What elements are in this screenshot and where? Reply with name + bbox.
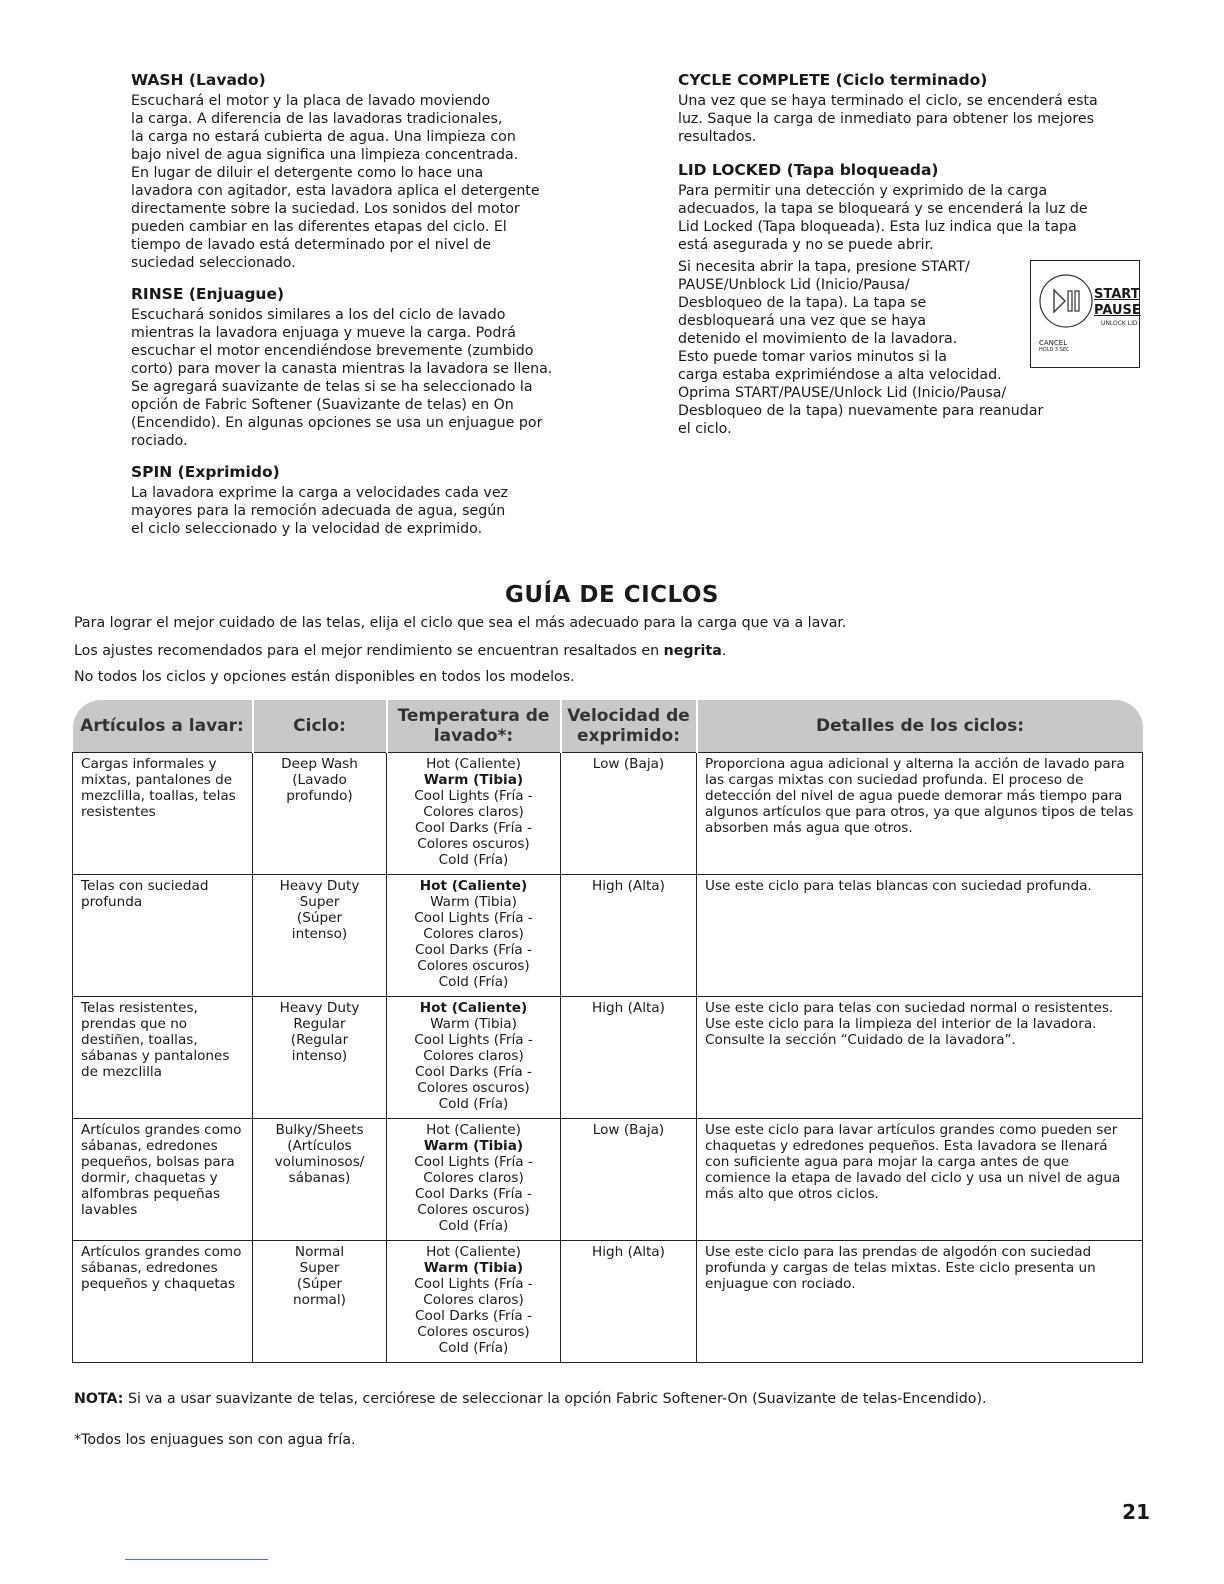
temperature-option: Colores claros) (423, 804, 524, 820)
spin-title: SPIN (Exprimido) (131, 463, 280, 481)
cell-details: Proporciona agua adicional y alterna la acción de lavado para las cargas mixtas con suciedad profunda. El proceso de detección del nivel de agua puede demorar más tiempo para algunos artículos que para otros, ya que algunos tipos de telas absorben más agua que otros. (697, 753, 1143, 875)
cell-temperature (387, 997, 561, 1119)
footnote: *Todos los enjuagues son con agua fría. (74, 1432, 356, 1448)
cell-spin-speed: High (Alta) (561, 875, 697, 997)
spin-body: La lavadora exprime la carga a velocidades cada vez mayores para la remoción adecuada de agua, según el ciclo seleccionado y la velocidad de exprimido. (131, 485, 509, 537)
cell-items: Cargas informales y mixtas, pantalones de mezclilla, toallas, telas resistentes (73, 753, 253, 875)
cell-temperature (387, 1119, 561, 1241)
temperature-option: Cool Darks (Fría - (415, 1308, 532, 1324)
right-column (678, 70, 1143, 438)
table-body (73, 753, 1143, 1363)
temperature-option: Colores claros) (423, 1292, 524, 1308)
temperature-option: Cold (Fría) (438, 1096, 509, 1112)
temperature-option: Warm (Tibia) (430, 894, 517, 910)
guide-intro-2 (74, 642, 1154, 660)
guide-intro-2-bold: negrita (663, 643, 722, 659)
temperature-option: Warm (Tibia) (423, 1260, 524, 1276)
nota (74, 1390, 1154, 1408)
rinse-title: RINSE (Enjuague) (131, 285, 285, 303)
rinse-body: Escuchará sonidos similares a los del ciclo de lavado mientras la lavadora enjuaga y mueve la carga. Podrá escuchar el motor encendiéndose brevemente (zumbido corto) para mover la canasta mientras la lavadora se llena. Se agregará suavizante de telas si se ha seleccionado la opción de Fabric Softener (Suavizante de telas) en On (Encendido). En algunas opciones se usa un enjuague por rociado. (131, 307, 553, 449)
temperature-option: Cool Lights (Fría - (414, 788, 533, 804)
temperature-option: Colores oscuros) (417, 1324, 530, 1340)
table-row (73, 1119, 1143, 1241)
header-detalles: Detalles de los ciclos: (697, 700, 1143, 753)
cell-spin-speed: Low (Baja) (561, 1119, 697, 1241)
temperature-option: Hot (Caliente) (426, 1122, 521, 1138)
header-articulos: Artículos a lavar: (73, 700, 253, 753)
header-temperatura: Temperatura de lavado*: (387, 700, 561, 753)
cell-items: Artículos grandes como sábanas, edredones pequeños y chaquetas (73, 1241, 253, 1363)
table-row (73, 1241, 1143, 1363)
cell-temperature (387, 875, 561, 997)
temperature-option: Warm (Tibia) (423, 1138, 524, 1154)
temperature-option: Cool Darks (Fría - (415, 1064, 532, 1080)
temperature-option: Colores claros) (423, 1048, 524, 1064)
unlock-lid-label: UNLOCK LID (1101, 320, 1138, 327)
lid-locked-body: Para permitir una detección y exprimido de la carga adecuados, la tapa se bloqueará y se encenderá la luz de Lid Locked (Tapa bloqueada). Esta luz indica que la tapa está asegurada y no se puede abrir. (678, 183, 1088, 253)
header-ciclo: Ciclo: (253, 700, 387, 753)
pause-label: PAUSE (1094, 303, 1141, 318)
cell-spin-speed: High (Alta) (561, 997, 697, 1119)
temperature-option: Colores claros) (423, 926, 524, 942)
temperature-option: Hot (Caliente) (426, 756, 521, 772)
lid-locked-title: LID LOCKED (Tapa bloqueada) (678, 161, 939, 179)
temperature-option: Hot (Caliente) (419, 878, 528, 894)
temperature-option: Cold (Fría) (438, 1218, 509, 1234)
lid-locked-unlock-section (678, 258, 1143, 438)
page-number: 21 (1122, 1500, 1150, 1524)
lid-locked-body-2: Si necesita abrir la tapa, presione START/ PAUSE/Unblock Lid (Inicio/Pausa/ Desbloqueo de la tapa). La tapa se desbloqueará una vez que se haya detenido el movimiento de la lavadora. Esto puede tomar varios minutos si la carga estaba exprimiéndose a alta velocidad. Oprima START/PAUSE/Unlock Lid (Inicio/Pausa/ Desbloqueo de la tapa) nuevamente para reanudar el ciclo. (678, 259, 1044, 437)
temperature-option: Cold (Fría) (438, 974, 509, 990)
temperature-option: Colores oscuros) (417, 836, 530, 852)
guide-intro-3: No todos los ciclos y opciones están disponibles en todos los modelos. (74, 669, 575, 685)
cell-details: Use este ciclo para telas con suciedad normal o resistentes. Use este ciclo para la limpieza del interior de la lavadora. Consulte la sección “Cuidado de la lavadora”. (697, 997, 1143, 1119)
temperature-option: Hot (Caliente) (419, 1000, 528, 1016)
temperature-option: Hot (Caliente) (426, 1244, 521, 1260)
cell-items: Artículos grandes como sábanas, edredones pequeños, bolsas para dormir, chaquetas y alfombras pequeñas lavables (73, 1119, 253, 1241)
temperature-option: Cold (Fría) (438, 852, 509, 868)
cycle-complete-title: CYCLE COMPLETE (Ciclo terminado) (678, 71, 988, 89)
hold-label: HOLD 3 SEC (1039, 347, 1070, 353)
cell-items: Telas con suciedad profunda (73, 875, 253, 997)
temperature-option: Cool Lights (Fría - (414, 1276, 533, 1292)
temperature-option: Warm (Tibia) (430, 1016, 517, 1032)
cell-temperature (387, 753, 561, 875)
guide-title: GUÍA DE CICLOS (505, 582, 719, 608)
cell-details: Use este ciclo para las prendas de algodón con suciedad profunda y cargas de telas mixtas. Este ciclo presenta un enjuague con rociado. (697, 1241, 1143, 1363)
temperature-option: Cool Darks (Fría - (415, 1186, 532, 1202)
header-velocidad: Velocidad de exprimido: (561, 700, 697, 753)
temperature-option: Cold (Fría) (438, 1340, 509, 1356)
table-row (73, 753, 1143, 875)
temperature-option: Colores claros) (423, 1170, 524, 1186)
cell-cycle: Deep Wash (Lavado profundo) (253, 753, 387, 875)
cell-spin-speed: High (Alta) (561, 1241, 697, 1363)
table-header-row (73, 700, 1143, 753)
cell-cycle: Normal Super (Súper normal) (253, 1241, 387, 1363)
temperature-option: Colores oscuros) (417, 1080, 530, 1096)
table-row (73, 997, 1143, 1119)
left-column (131, 70, 601, 550)
temperature-option: Colores oscuros) (417, 958, 530, 974)
wash-body: Escuchará el motor y la placa de lavado moviendo la carga. A diferencia de las lavadoras tradicionales, la carga no estará cubierta de agua. Una limpieza con bajo nivel de agua significa una limpieza concentrada. En lugar de diluir el detergente como lo hace una lavadora con agitador, esta lavadora aplica el detergente directamente sobre la suciedad. Los sonidos del motor pueden cambiar en las diferentes etapas del ciclo. El tiempo de lavado está determinado por el nivel de suciedad seleccionado. (131, 93, 540, 271)
nota-text: Si va a usar suavizante de telas, cerciórese de seleccionar la opción Fabric Softener-On (Suavizante de telas-Encendido). (123, 1391, 987, 1407)
footer-rule (125, 1559, 268, 1560)
table-row (73, 875, 1143, 997)
temperature-option: Cool Darks (Fría - (415, 820, 532, 836)
temperature-option: Cool Lights (Fría - (414, 1032, 533, 1048)
cell-details: Use este ciclo para telas blancas con suciedad profunda. (697, 875, 1143, 997)
cell-cycle: Bulky/Sheets (Artículos voluminosos/ sábanas) (253, 1119, 387, 1241)
cycle-complete-body: Una vez que se haya terminado el ciclo, se encenderá esta luz. Saque la carga de inmediato para obtener los mejores resultados. (678, 93, 1098, 145)
temperature-option: Cool Darks (Fría - (415, 942, 532, 958)
cell-items: Telas resistentes, prendas que no destiñen, toallas, sábanas y pantalones de mezclilla (73, 997, 253, 1119)
temperature-option: Warm (Tibia) (423, 772, 524, 788)
start-pause-button-illustration (1030, 260, 1140, 368)
cell-details: Use este ciclo para lavar artículos grandes como pueden ser chaquetas y edredones pequeños. Esta lavadora se llenará con suficiente agua para mojar la carga antes de que comience la etapa de lavado del ciclo y usa un nivel de agua más alto que otros ciclos. (697, 1119, 1143, 1241)
guide-intro-2-prefix: Los ajustes recomendados para el mejor rendimiento se encuentran resaltados en (74, 643, 664, 659)
nota-label: NOTA: (74, 1391, 124, 1407)
cancel-label: CANCEL (1039, 339, 1068, 347)
cell-spin-speed: Low (Baja) (561, 753, 697, 875)
start-label: START (1094, 287, 1140, 302)
cycle-guide-table (72, 700, 1143, 1363)
guide-intro-2-suffix: . (721, 643, 727, 659)
temperature-option: Cool Lights (Fría - (414, 1154, 533, 1170)
cell-temperature (387, 1241, 561, 1363)
guide-intro-1: Para lograr el mejor cuidado de las telas, elija el ciclo que sea el más adecuado para la carga que va a lavar. (74, 615, 847, 631)
wash-title: WASH (Lavado) (131, 71, 266, 89)
cell-cycle: Heavy Duty Regular (Regular intenso) (253, 997, 387, 1119)
cell-cycle: Heavy Duty Super (Súper intenso) (253, 875, 387, 997)
temperature-option: Colores oscuros) (417, 1202, 530, 1218)
temperature-option: Cool Lights (Fría - (414, 910, 533, 926)
